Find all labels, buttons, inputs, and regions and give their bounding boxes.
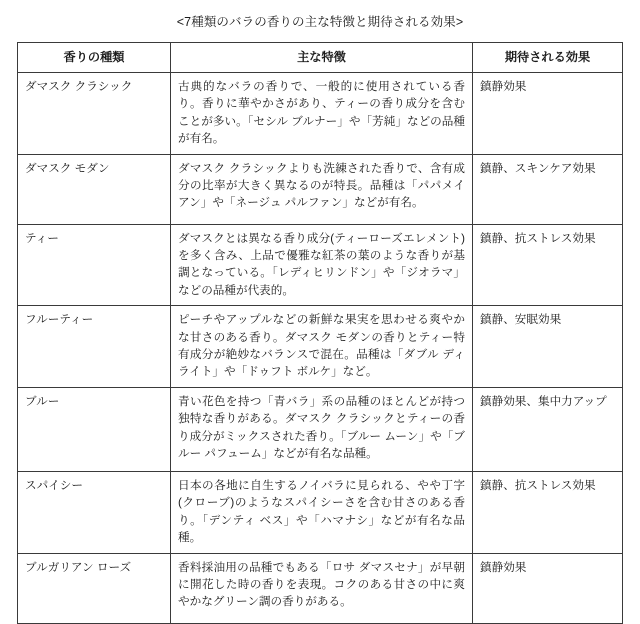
cell-kind: スパイシー: [18, 471, 171, 553]
column-header-kind: 香りの種類: [18, 43, 171, 73]
cell-feature: 香料採油用の品種でもある「ロサ ダマスセナ」が早朝に開花した時の香りを表現。コクのある甘さの中に爽やかなグリーン調の香りがある。: [171, 553, 473, 623]
cell-feature: 古典的なバラの香りで、一般的に使用されている香り。香りに華やかさがあり、ティーの香り成分を含むことが多い。「セシル ブルナー」や「芳純」などの品種が有名。: [171, 73, 473, 155]
cell-kind: ダマスク クラシック: [18, 73, 171, 155]
table-row: [18, 154, 623, 224]
table-row: [18, 553, 623, 623]
table-row: [18, 471, 623, 553]
cell-feature: 青い花色を持つ「青バラ」系の品種のほとんどが持つ独特な香りがある。ダマスク クラシックとティーの香り成分がミックスされた香り。「ブルー ムーン」や「ブルー パフューム」などが有名な品種。: [171, 387, 473, 471]
cell-effect: 鎮静、抗ストレス効果: [473, 471, 623, 553]
table-body: [18, 73, 623, 624]
table-row: [18, 224, 623, 306]
table-container: [17, 42, 622, 624]
cell-kind: ブルガリアン ローズ: [18, 553, 171, 623]
rose-scent-table: [17, 42, 623, 624]
table-row: [18, 387, 623, 471]
column-header-effect: 期待される効果: [473, 43, 623, 73]
cell-effect: 鎮静効果: [473, 73, 623, 155]
cell-effect: 鎮静、安眠効果: [473, 306, 623, 388]
column-header-feature: 主な特徴: [171, 43, 473, 73]
cell-feature: ダマスク クラシックよりも洗練された香りで、含有成分の比率が大きく異なるのが特長。品種は「パパメイアン」や「ネージュ パルファン」などが有名。: [171, 154, 473, 224]
cell-kind: フルーティー: [18, 306, 171, 388]
table-header-row: [18, 43, 623, 73]
cell-kind: ティー: [18, 224, 171, 306]
cell-effect: 鎮静効果: [473, 553, 623, 623]
cell-effect: 鎮静、スキンケア効果: [473, 154, 623, 224]
cell-feature: ダマスクとは異なる香り成分(ティーローズエレメント)を多く含み、上品で優雅な紅茶の葉のような香りが基調となっている。「レディヒリンドン」や「ジオラマ」などの品種が代表的。: [171, 224, 473, 306]
cell-kind: ダマスク モダン: [18, 154, 171, 224]
cell-effect: 鎮静、抗ストレス効果: [473, 224, 623, 306]
cell-effect: 鎮静効果、集中力アップ: [473, 387, 623, 471]
cell-feature: 日本の各地に自生するノイバラに見られる、やや丁字(クローブ)のようなスパイシーさを含む甘さのある香り。「デンティ ベス」や「ハマナシ」などが有名な品種。: [171, 471, 473, 553]
table-header: [18, 43, 623, 73]
cell-kind: ブルー: [18, 387, 171, 471]
table-row: [18, 73, 623, 155]
table-row: [18, 306, 623, 388]
cell-feature: ピーチやアップルなどの新鮮な果実を思わせる爽やかな甘さのある香り。ダマスク モダンの香りとティー特有成分が絶妙なバランスで混在。品種は「ダブル ディライト」や「ドゥフト ボルケ」など。: [171, 306, 473, 388]
page-title: <7種類のバラの香りの主な特徴と期待される効果>: [176, 15, 464, 29]
